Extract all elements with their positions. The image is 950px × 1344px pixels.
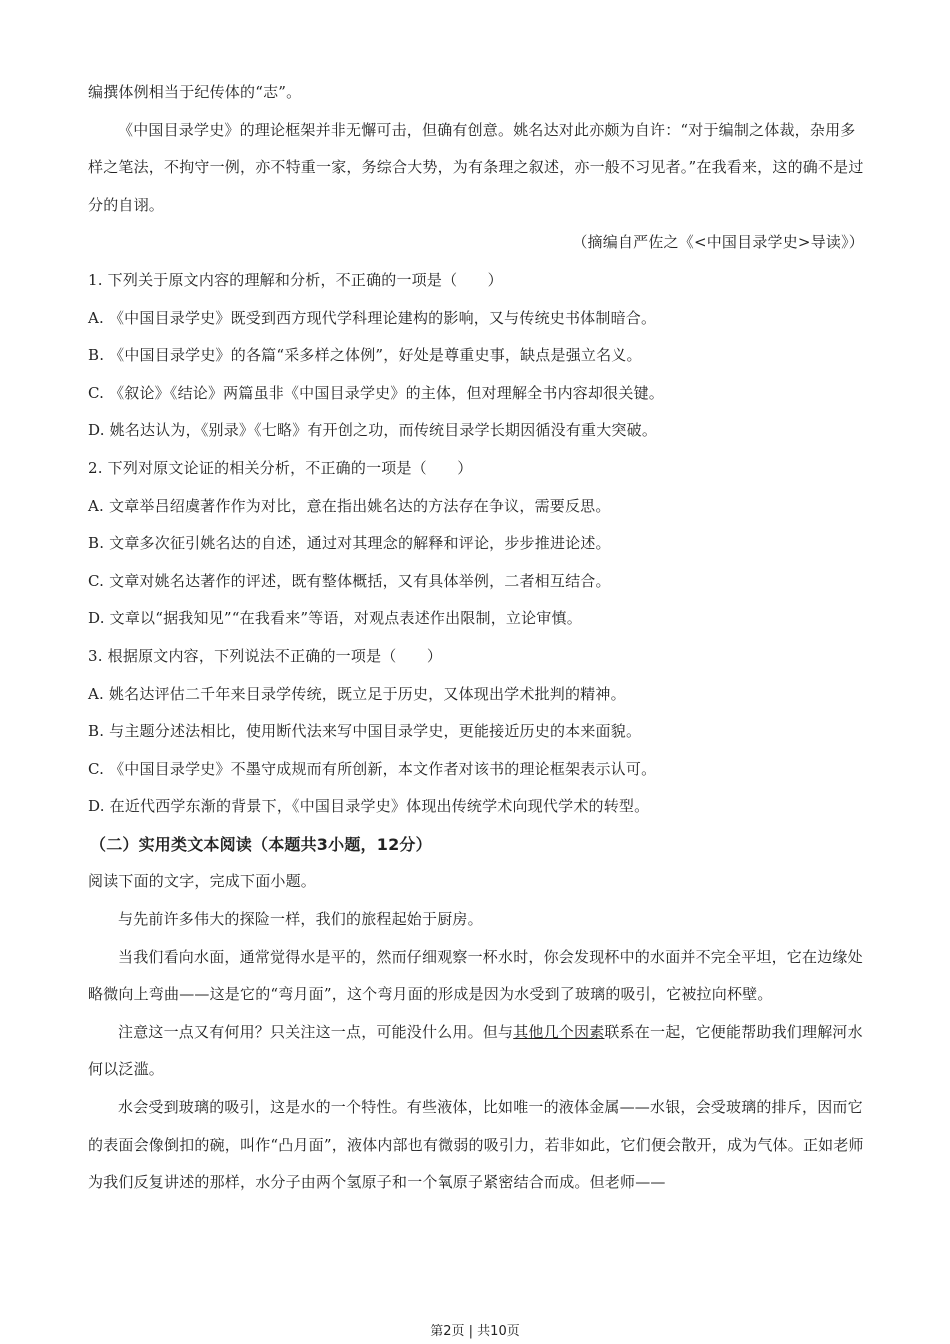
option-d: D. 姚名达认为，《别录》《七略》有开创之功，而传统目录学长期因循没有重大突破。 bbox=[88, 421, 658, 440]
attention-text-start: 注意这一点又有何用？只关注这一点，可能没什么用。但与 bbox=[118, 1022, 514, 1041]
paragraph-kitchen: 与先前许多伟大的探险一样，我们的旅程起始于厨房。 bbox=[118, 910, 483, 929]
question-2 bbox=[88, 450, 864, 638]
option-b: B. 与主题分述法相比，使用断代法来写中国目录学史，更能接近历史的本来面貌。 bbox=[88, 722, 642, 741]
option-a: A. 姚名达评估二千年来目录学传统，既立足于历史，又体现出学术批判的精神。 bbox=[88, 684, 626, 703]
question-stem: 1. 下列关于原文内容的理解和分析，不正确的一项是（ ） bbox=[88, 270, 503, 289]
question-stem: 3. 根据原文内容，下列说法不正确的一项是（ ） bbox=[88, 646, 443, 665]
option-c: C. 《叙论》《结论》两篇虽非《中国目录学史》的主体，但对理解全书内容却很关键。 bbox=[88, 383, 664, 402]
option-b: B. 《中国目录学史》的各篇“采多样之体例”，好处是尊重史事，缺点是强立名义。 bbox=[88, 346, 642, 365]
option-d: D. 文章以“据我知见”“在我看来”等语，对观点表述作出限制，立论审慎。 bbox=[88, 609, 582, 628]
attention-text-end: 联系在一起，它便能帮助我们理解河水何以泛滥。 bbox=[88, 1022, 863, 1079]
option-a: A. 文章举吕绍虞著作作为对比，意在指出姚名达的方法存在争议，需要反思。 bbox=[88, 496, 611, 515]
question-stem: 2. 下列对原文论证的相关分析，不正确的一项是（ ） bbox=[88, 458, 473, 477]
question-3 bbox=[88, 638, 864, 826]
option-c: C. 文章对姚名达著作的评述，既有整体概括，又有具体举例，二者相互结合。 bbox=[88, 571, 611, 590]
instruction: 阅读下面的文字，完成下面小题。 bbox=[88, 872, 317, 891]
option-a: A. 《中国目录学史》既受到西方现代学科理论建构的影响，又与传统史书体制暗合。 bbox=[88, 308, 657, 327]
option-d: D. 在近代西学东渐的背景下，《中国目录学史》体现出传统学术向现代学术的转型。 bbox=[88, 797, 650, 816]
option-b: B. 文章多次征引姚名达的自述，通过对其理念的解释和评论，步步推进论述。 bbox=[88, 534, 611, 553]
source-citation: （摘编自严佐之《<中国目录学史>导读》） bbox=[572, 233, 864, 252]
paragraph-meniscus: 当我们看向水面，通常觉得水是平的，然而仔细观察一杯水时，你会发现杯中的水面并不完全平坦，它在边缘处略微向上弯曲——这是它的“弯月面”，这个弯月面的形成是因为水受到了玻璃的吸引，它被拉向杯壁。 bbox=[88, 947, 863, 1004]
paragraph-water: 水会受到玻璃的吸引，这是水的一个特性。有些液体，比如唯一的液体金属——水银，会受玻璃的排斥，因而它的表面会像倒扣的碗，叫作“凸月面”，液体内部也有微弱的吸引力，若非如此，它们便会散开，成为气体。正如老师为我们反复讲述的那样，水分子由两个氢原子和一个氧原子紧密结合而成。但老师—— bbox=[88, 1098, 864, 1192]
page-footer: 第2页 | 共10页 bbox=[430, 1324, 520, 1339]
section-title: （二）实用类文本阅读（本题共3小题，12分） bbox=[90, 834, 432, 854]
option-c: C. 《中国目录学史》不墨守成规而有所创新，本文作者对该书的理论框架表示认可。 bbox=[88, 759, 657, 778]
paragraph-continuation: 编撰体例相当于纪传体的“志”。 bbox=[88, 83, 302, 101]
paragraph-attention bbox=[88, 1014, 864, 1089]
paragraph-framework: 《中国目录学史》的理论框架并非无懈可击，但确有创意。姚名达对此亦颇为自许：“对于编制之体裁，杂用多样之笔法，不拘守一例，亦不特重一家，务综合大势，为有条理之叙述，亦一般不习见者。”在我看来，这的确不是过分的自诩。 bbox=[88, 120, 864, 214]
question-1 bbox=[88, 262, 864, 450]
document-page bbox=[88, 74, 864, 1202]
underlined-phrase: 其他几个因素 bbox=[513, 1022, 605, 1041]
